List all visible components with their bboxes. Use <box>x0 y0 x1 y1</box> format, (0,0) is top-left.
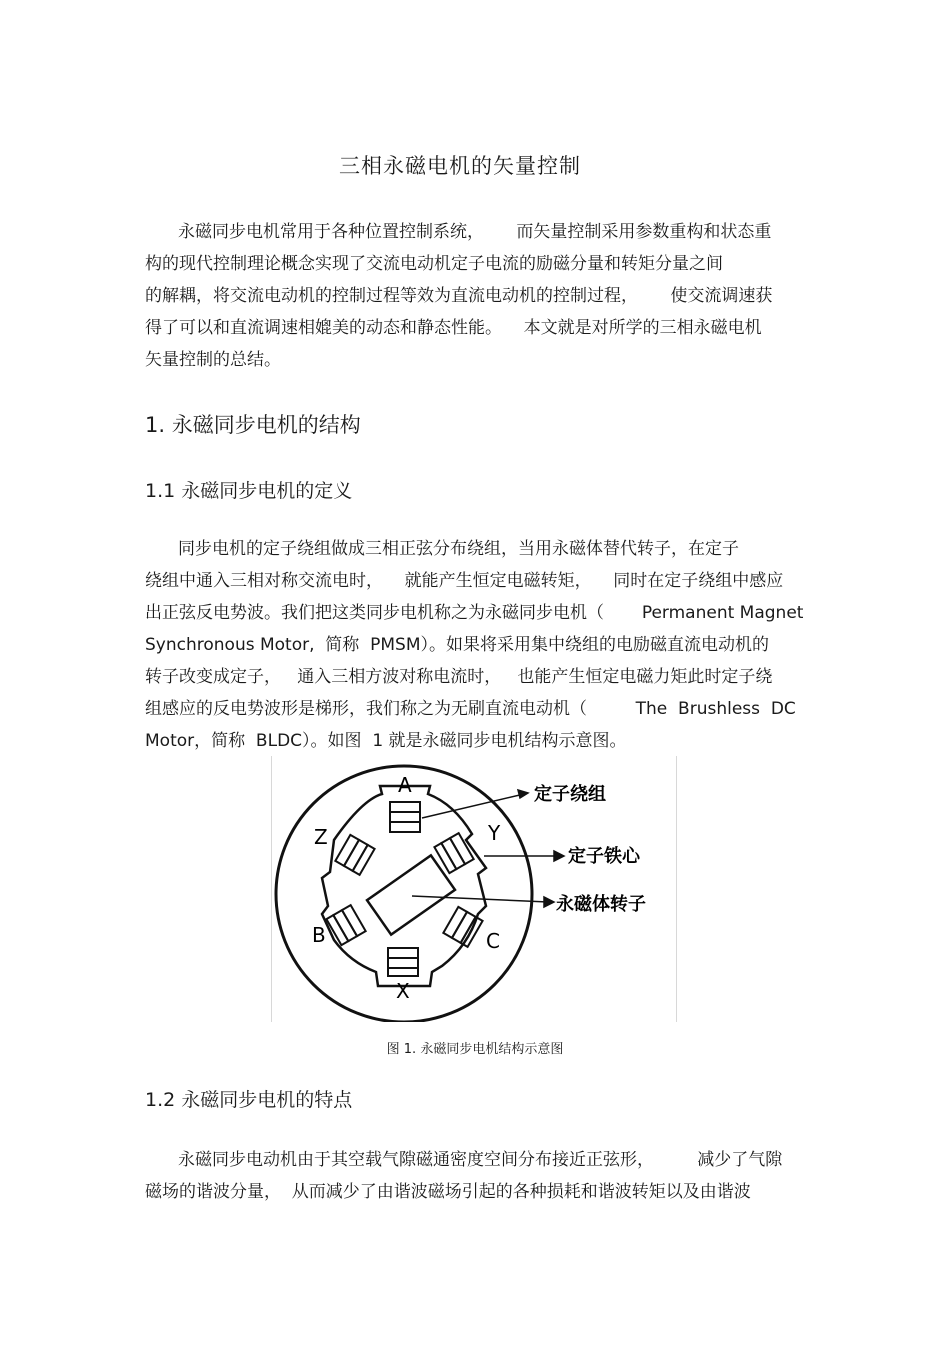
para-1-1-line-3: 出正弦反电势波。我们把这类同步电机称之为永磁同步电机（ Permanent Magnet <box>145 603 804 623</box>
phase-z-label: Z <box>314 825 328 849</box>
phase-c-label: C <box>486 929 500 953</box>
para-1-2-line-1: 永磁同步电动机由于其空载气隙磁通密度空间分布接近正弦形， 减少了气隙 <box>178 1150 783 1170</box>
motor-diagram <box>272 756 676 1022</box>
section-heading-1-1: 1.1 永磁同步电机的定义 <box>145 480 353 502</box>
section-heading-1: 1. 永磁同步电机的结构 <box>145 413 361 437</box>
para-1-1-line-1: 同步电机的定子绕组做成三相正弦分布绕组，当用永磁体替代转子，在定子 <box>178 539 739 559</box>
stator-core <box>322 786 486 986</box>
intro-line-3: 的解耦，将交流电动机的控制过程等效为直流电动机的控制过程， 使交流调速获 <box>145 286 773 306</box>
phase-y-label: Y <box>488 821 501 845</box>
phase-a-label: A <box>398 773 412 797</box>
para-1-1-line-2: 绕组中通入三相对称交流电时， 就能产生恒定电磁转矩， 同时在定子绕组中感应 <box>145 571 784 591</box>
para-1-2-line-2: 磁场的谐波分量， 从而减少了由谐波磁场引起的各种损耗和谐波转矩以及由谐波 <box>145 1182 751 1202</box>
para-1-1-line-7: Motor，简称 BLDC）。如图 1 就是永磁同步电机结构示意图。 <box>145 731 627 751</box>
para-1-1-line-6: 组感应的反电势波形是梯形，我们称之为无刷直流电动机（ The Brushless DC <box>145 699 796 719</box>
phase-b-label: B <box>312 923 326 947</box>
phase-x-label: X <box>396 979 410 1003</box>
pm-rotor-label: 永磁体转子 <box>556 894 646 915</box>
stator-winding-label: 定子绕组 <box>534 784 606 805</box>
intro-line-2: 构的现代控制理论概念实现了交流电动机定子电流的励磁分量和转矩分量之间 <box>145 254 723 274</box>
intro-line-1: 永磁同步电机常用于各种位置控制系统， 而矢量控制采用参数重构和状态重 <box>178 222 772 242</box>
para-1-1-line-4: Synchronous Motor, 简称 PMSM）。如果将采用集中绕组的电励磁直流电动机的 <box>145 635 769 655</box>
figure-caption: 图 1. 永磁同步电机结构示意图 <box>386 1042 564 1057</box>
permanent-magnet-rotor <box>367 855 455 934</box>
stator-core-label: 定子铁心 <box>568 846 640 867</box>
intro-line-4: 得了可以和直流调速相媲美的动态和静态性能。 本文就是对所学的三相永磁电机 <box>145 318 762 338</box>
intro-line-5: 矢量控制的总结。 <box>145 350 281 370</box>
section-heading-1-2: 1.2 永磁同步电机的特点 <box>145 1089 353 1111</box>
motor-structure-figure <box>271 756 677 1022</box>
para-1-1-line-5: 转子改变成定子， 通入三相方波对称电流时， 也能产生恒定电磁力矩此时定子绕 <box>145 667 773 687</box>
document-title: 三相永磁电机的矢量控制 <box>339 154 581 178</box>
